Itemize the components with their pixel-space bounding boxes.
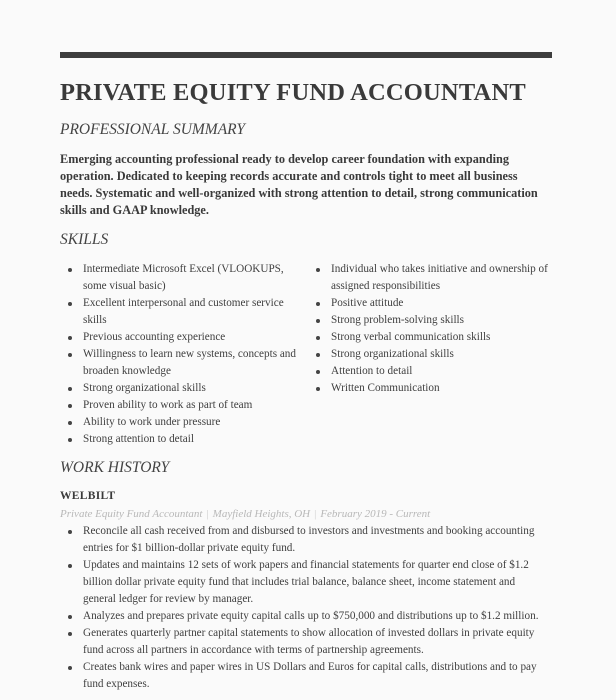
skill-item: Strong verbal communication skills: [308, 329, 568, 346]
skill-item: Ability to work under pressure: [60, 414, 308, 431]
bullet-icon: [316, 387, 320, 391]
job-role: Private Equity Fund Accountant: [60, 508, 203, 520]
skill-item: Written Communication: [308, 380, 568, 397]
bullet-icon: [68, 404, 72, 408]
skill-item: Willingness to learn new systems, concepts and broaden knowledge: [60, 346, 308, 380]
bullet-icon: [68, 438, 72, 442]
bullet-icon: [316, 319, 320, 323]
bullet-icon: [68, 666, 72, 670]
duty-item: Creates bank wires and paper wires in US Dollars and Euros for capital calls, distributions and to pay fund expenses.: [60, 659, 550, 693]
skills-list-right: [308, 261, 568, 397]
skills-list-left: [60, 261, 308, 448]
bullet-icon: [68, 353, 72, 357]
meta-separator: |: [314, 508, 317, 520]
skill-item: Positive attitude: [308, 295, 568, 312]
skill-item: Excellent interpersonal and customer service skills: [60, 295, 308, 329]
bullet-icon: [68, 530, 72, 534]
bullet-icon: [68, 268, 72, 272]
job-meta: [60, 506, 560, 522]
job-location: Mayfield Heights, OH: [212, 508, 311, 520]
bullet-icon: [68, 615, 72, 619]
duty-item: Generates quarterly partner capital statements to show allocation of invested dollars in private equity fund across all partners in accordance with terms of partnership agreements.: [60, 625, 550, 659]
skill-item: Strong organizational skills: [308, 346, 568, 363]
summary-text: Emerging accounting professional ready to develop career foundation with expanding operation. Dedicated to keeping records accurate and controls tight to meet all business needs. Systematic and well-organized with strong attention to detail, strong communication skills and GAAP knowledge.: [60, 152, 538, 217]
skill-item: Individual who takes initiative and ownership of assigned responsibilities: [308, 261, 568, 295]
page-title: PRIVATE EQUITY FUND ACCOUNTANT: [60, 79, 526, 106]
duty-item: Reconcile all cash received from and disbursed to investors and investments and booking accounting entries for $1 billion-dollar private equity fund.: [60, 523, 550, 557]
job-duties-list: [60, 523, 550, 693]
skill-item: Attention to detail: [308, 363, 568, 380]
skills-heading: SKILLS: [60, 231, 109, 248]
skill-item: Proven ability to work as part of team: [60, 397, 308, 414]
bullet-icon: [68, 387, 72, 391]
job-entry: [60, 488, 560, 693]
job-dates: February 2019 - Current: [320, 508, 431, 520]
duty-item: Analyzes and prepares private equity capital calls up to $750,000 and distributions up to $1.2 million.: [60, 608, 550, 625]
skill-item: Intermediate Microsoft Excel (VLOOKUPS, some visual basic): [60, 261, 308, 295]
meta-separator: |: [206, 508, 209, 520]
resume-page: [60, 78, 560, 690]
bullet-icon: [316, 268, 320, 272]
bullet-icon: [68, 632, 72, 636]
bullet-icon: [316, 302, 320, 306]
bullet-icon: [316, 370, 320, 374]
summary-heading: PROFESSIONAL SUMMARY: [60, 121, 245, 138]
bullet-icon: [316, 336, 320, 340]
bullet-icon: [316, 353, 320, 357]
skill-item: Previous accounting experience: [60, 329, 308, 346]
bullet-icon: [68, 564, 72, 568]
skill-item: Strong problem-solving skills: [308, 312, 568, 329]
duty-item: Updates and maintains 12 sets of work papers and financial statements for quarter end close of $1.2 billion dollar private equity fund that includes trial balance, balance sheet, income statement and general ledger for review by manager.: [60, 557, 550, 608]
bullet-icon: [68, 302, 72, 306]
bullet-icon: [68, 421, 72, 425]
company-name: WELBILT: [60, 490, 116, 502]
skill-item: Strong attention to detail: [60, 431, 308, 448]
work-history-heading: WORK HISTORY: [60, 459, 170, 476]
bullet-icon: [68, 336, 72, 340]
header-rule: [60, 52, 552, 58]
skill-item: Strong organizational skills: [60, 380, 308, 397]
